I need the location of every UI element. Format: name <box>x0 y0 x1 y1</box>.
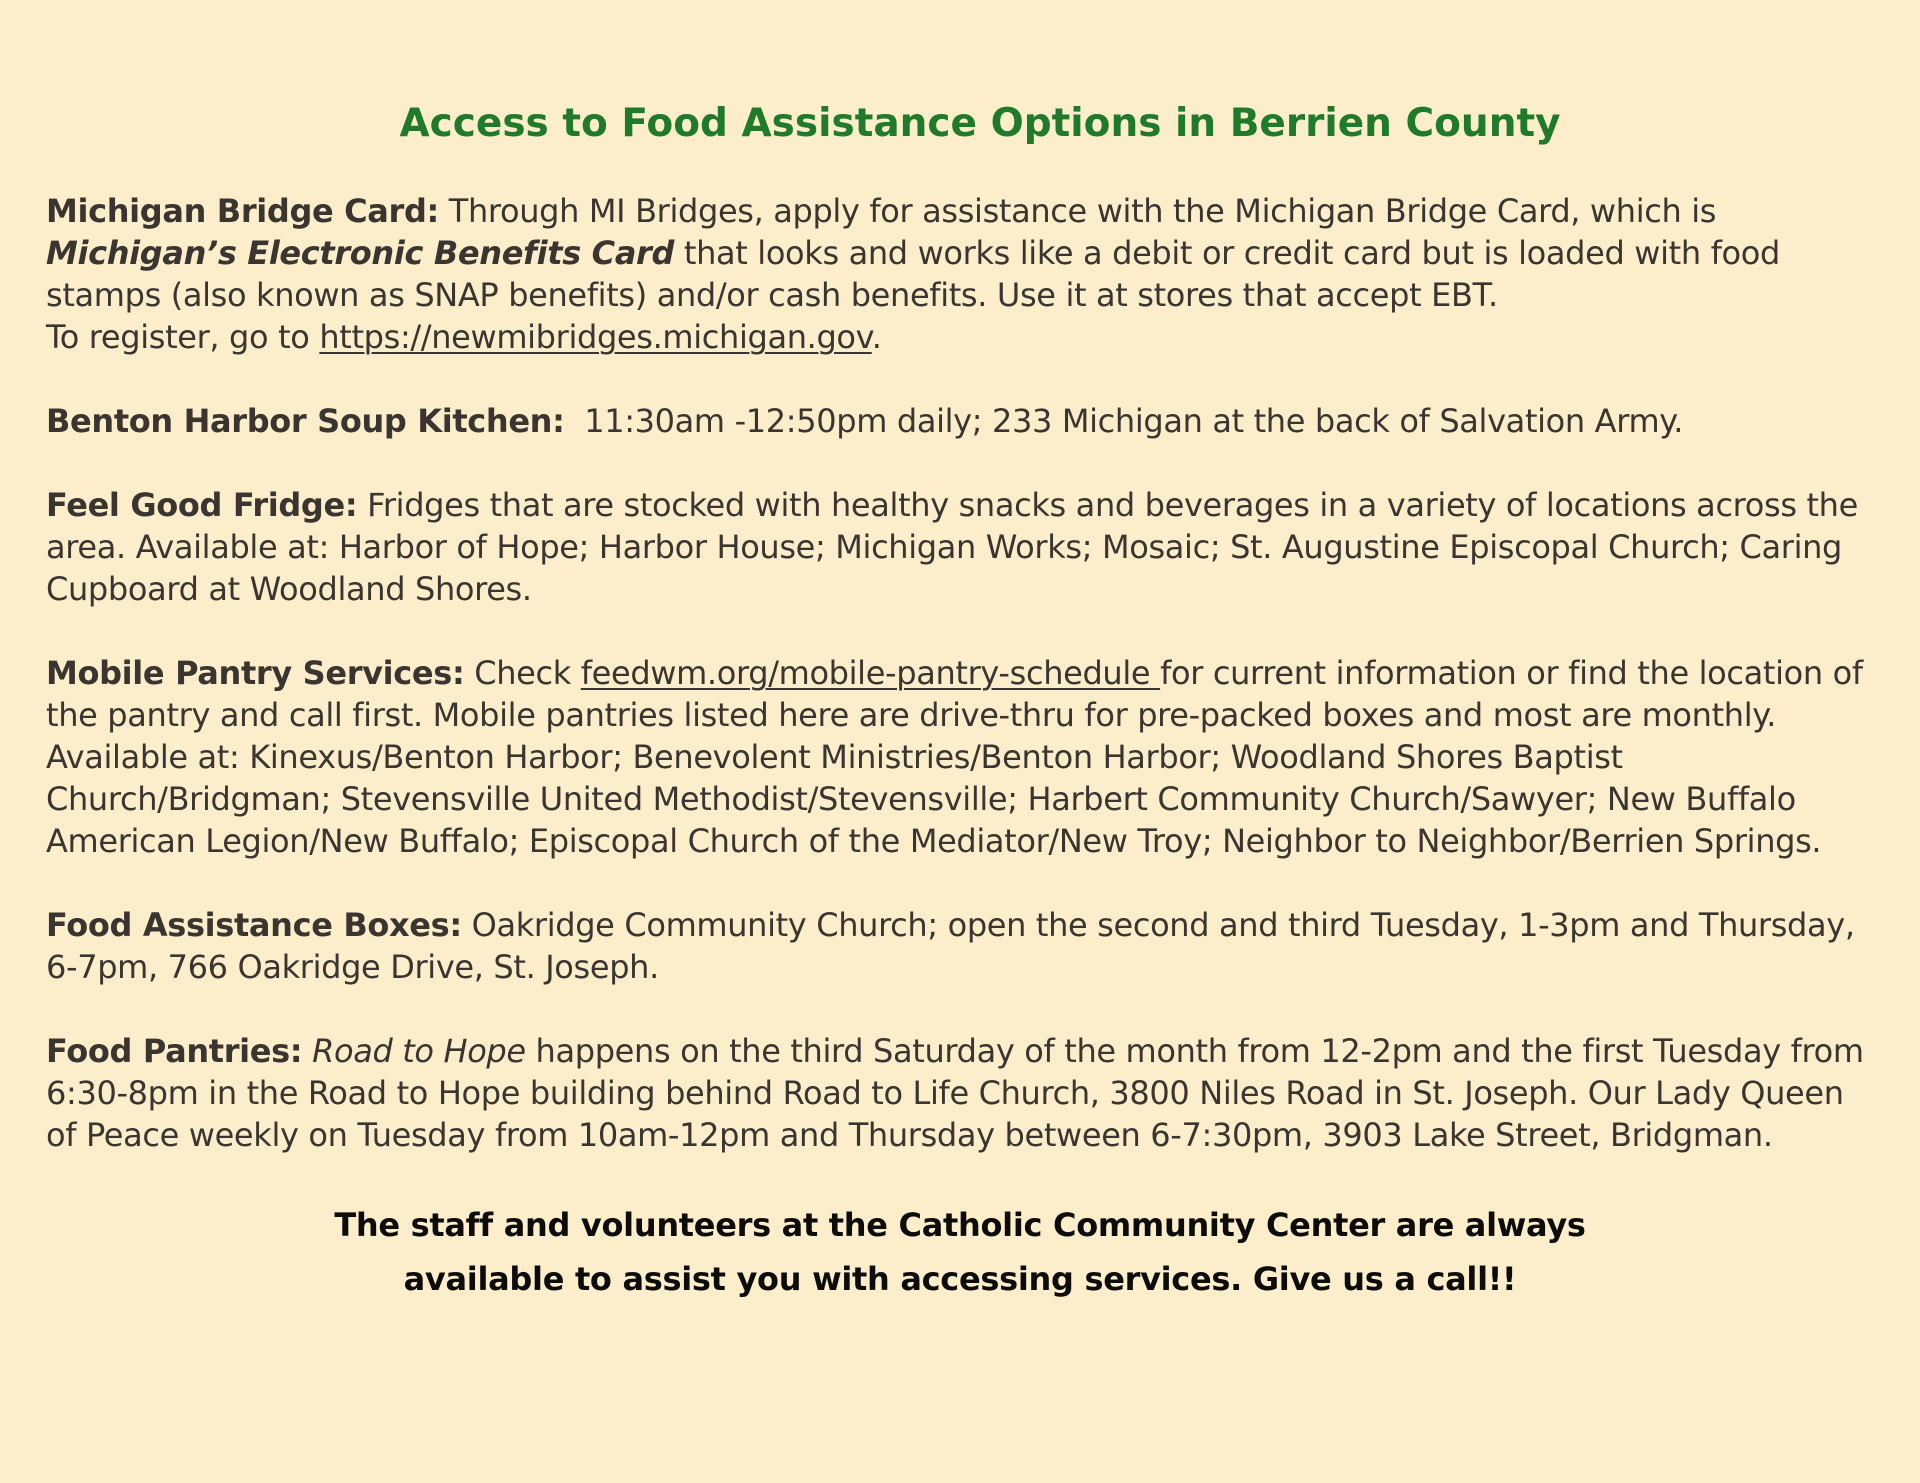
boxes-label: Food Assistance Boxes: <box>46 906 462 944</box>
soup-kitchen-section <box>46 400 1874 442</box>
boxes-text: Oakridge Community Church; open the second and third Tuesday, 1-3pm and Thursday, 6-7pm, 766 Oakridge Drive, St. Joseph. <box>46 906 1855 986</box>
bridge-card-section <box>46 190 1874 358</box>
closing-message <box>46 1198 1874 1306</box>
mobile-pantry-text-1: Check <box>464 654 581 692</box>
soup-kitchen-label: Benton Harbor Soup Kitchen: <box>46 402 565 440</box>
fridge-section <box>46 484 1874 610</box>
fridge-text: Fridges that are stocked with healthy snacks and beverages in a variety of locations across the area. Available at: Harbor of Hope; Harbor House; Michigan Works; Mosaic; St. Augustine Episcopal Church; Caring Cupboard at Woodland Shores. <box>46 486 1858 608</box>
register-period: . <box>871 318 882 356</box>
closing-line-1: The staff and volunteers at the Catholic Community Center are always <box>334 1206 1586 1244</box>
bridge-card-emphasis: Michigan’s Electronic Benefits Card <box>46 234 675 272</box>
page-title: Access to Food Assistance Options in Berrien County <box>399 101 1561 146</box>
bridge-card-text-2: that looks and works like a debit or credit card but is loaded with food stamps (also known as SNAP benefits) and/or cash benefits. Use it at stores that accept EBT. <box>46 234 1780 314</box>
mobile-pantry-text-2: for current information or find the location of the pantry and call first. Mobile pantries listed here are drive-thru for pre-packed boxes and most are monthly. Available at: Kinexus/Benton Harbor; Benevolent Ministries/Benton Harbor; Woodland Shores Baptist Church/Bridgman; Stevensville United Methodist/Stevensville; Harbert Community Church/Sawyer; New Buffalo American Legion/New Buffalo; Episcopal Church of the Mediator/New Troy; Neighbor to Neighbor/Berrien Springs. <box>46 654 1863 860</box>
boxes-section <box>46 904 1874 988</box>
pantries-space <box>302 1032 312 1070</box>
soup-kitchen-text: 11:30am -12:50pm daily; 233 Michigan at the back of Salvation Army. <box>564 402 1684 440</box>
mobile-pantry-label: Mobile Pantry Services: <box>46 654 465 692</box>
closing-line-2: available to assist you with accessing services. Give us a call!! <box>403 1260 1517 1298</box>
pantries-section <box>46 1030 1874 1156</box>
mobile-pantry-section <box>46 652 1874 862</box>
fridge-label: Feel Good Fridge: <box>46 486 358 524</box>
pantries-label: Food Pantries: <box>46 1032 303 1070</box>
mibridges-link[interactable]: https://newmibridges.michigan.gov <box>319 318 872 356</box>
register-text: To register, go to <box>46 318 320 356</box>
pantries-text: happens on the third Saturday of the month from 12-2pm and the first Tuesday from 6:30-8pm in the Road to Hope building behind Road to Life Church, 3800 Niles Road in St. Joseph. Our Lady Queen of Peace weekly on Tuesday from 10am-12pm and Thursday between 6-7:30pm, 3903 Lake Street, Bridgman. <box>46 1032 1864 1154</box>
road-to-hope-emphasis: Road to Hope <box>312 1032 526 1070</box>
bridge-card-label: Michigan Bridge Card: <box>46 192 439 230</box>
feedwm-link[interactable]: feedwm.org/mobile-pantry-schedule <box>580 654 1161 692</box>
bridge-card-text-1: Through MI Bridges, apply for assistance with the Michigan Bridge Card, which is <box>438 192 1717 230</box>
